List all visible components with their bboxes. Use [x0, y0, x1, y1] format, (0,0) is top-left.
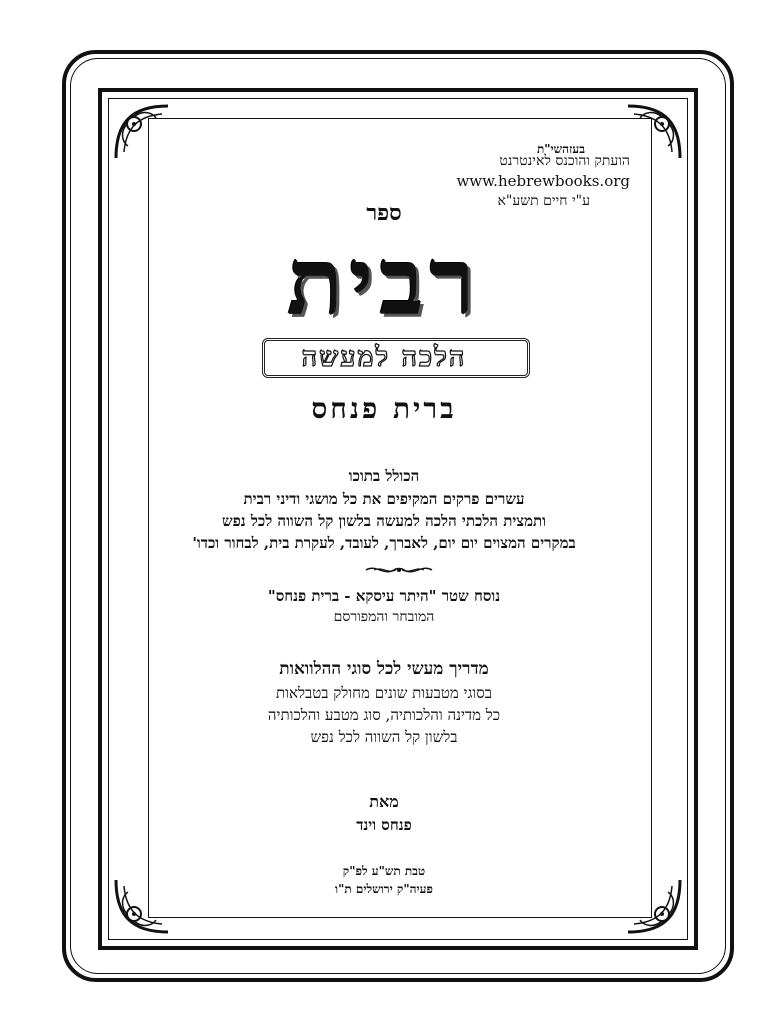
shtar-line-2: המובחר והמפורסם [333, 609, 435, 625]
main-title: רבית [287, 228, 481, 336]
upload-stamp-line-1: הועתק והוכנס לאינטרנט [499, 153, 630, 169]
divider-ornament [364, 562, 434, 578]
section-title: ברית פנחס [311, 392, 457, 425]
corner-ornament-top-right [624, 102, 684, 162]
contents-line: ותמצית הלכתי הלכה למעשה בלשון קל השווה לכל נפש [221, 512, 547, 530]
sefer-label: ספר [366, 200, 402, 226]
contents-line: במקרים המצוים יום יום, לאברך, לעובד, לעקרת בית, לבחור וכדו' [192, 534, 576, 552]
basad-header: בעזהשי"ת [536, 142, 585, 156]
upload-stamp-line-3: ע"י חיים תשע"א [497, 193, 590, 209]
shtar-line-1: נוסח שטר "היתר עיסקא - ברית פנחס" [267, 587, 501, 605]
subtitle: הלכה למעשה [301, 342, 467, 373]
author-from: מאת [369, 792, 399, 811]
publication-place: פעיה"ק ירושלים ת"ו [335, 882, 433, 896]
guide-line: בסוגי מטבעות שונים מחולק בטבלאות [275, 684, 492, 702]
guide-line: בלשון קל השווה לכל נפש [310, 728, 458, 746]
author-name: פנחס וינד [356, 816, 412, 834]
contents-line: עשרים פרקים המקיפים את כל מושגי ודיני רבית [243, 490, 525, 508]
guide-heading: מדריך מעשי לכל סוגי ההלוואות [279, 659, 489, 679]
guide-line: כל מדינה והלכותיה, סוג מטבע והלכותיה [267, 706, 501, 724]
publication-date: טבת תש"ע לפ"ק [342, 864, 426, 878]
contents-heading: הכולל בתוכו [348, 467, 420, 485]
upload-stamp-url: www.hebrewbooks.org [456, 172, 630, 190]
